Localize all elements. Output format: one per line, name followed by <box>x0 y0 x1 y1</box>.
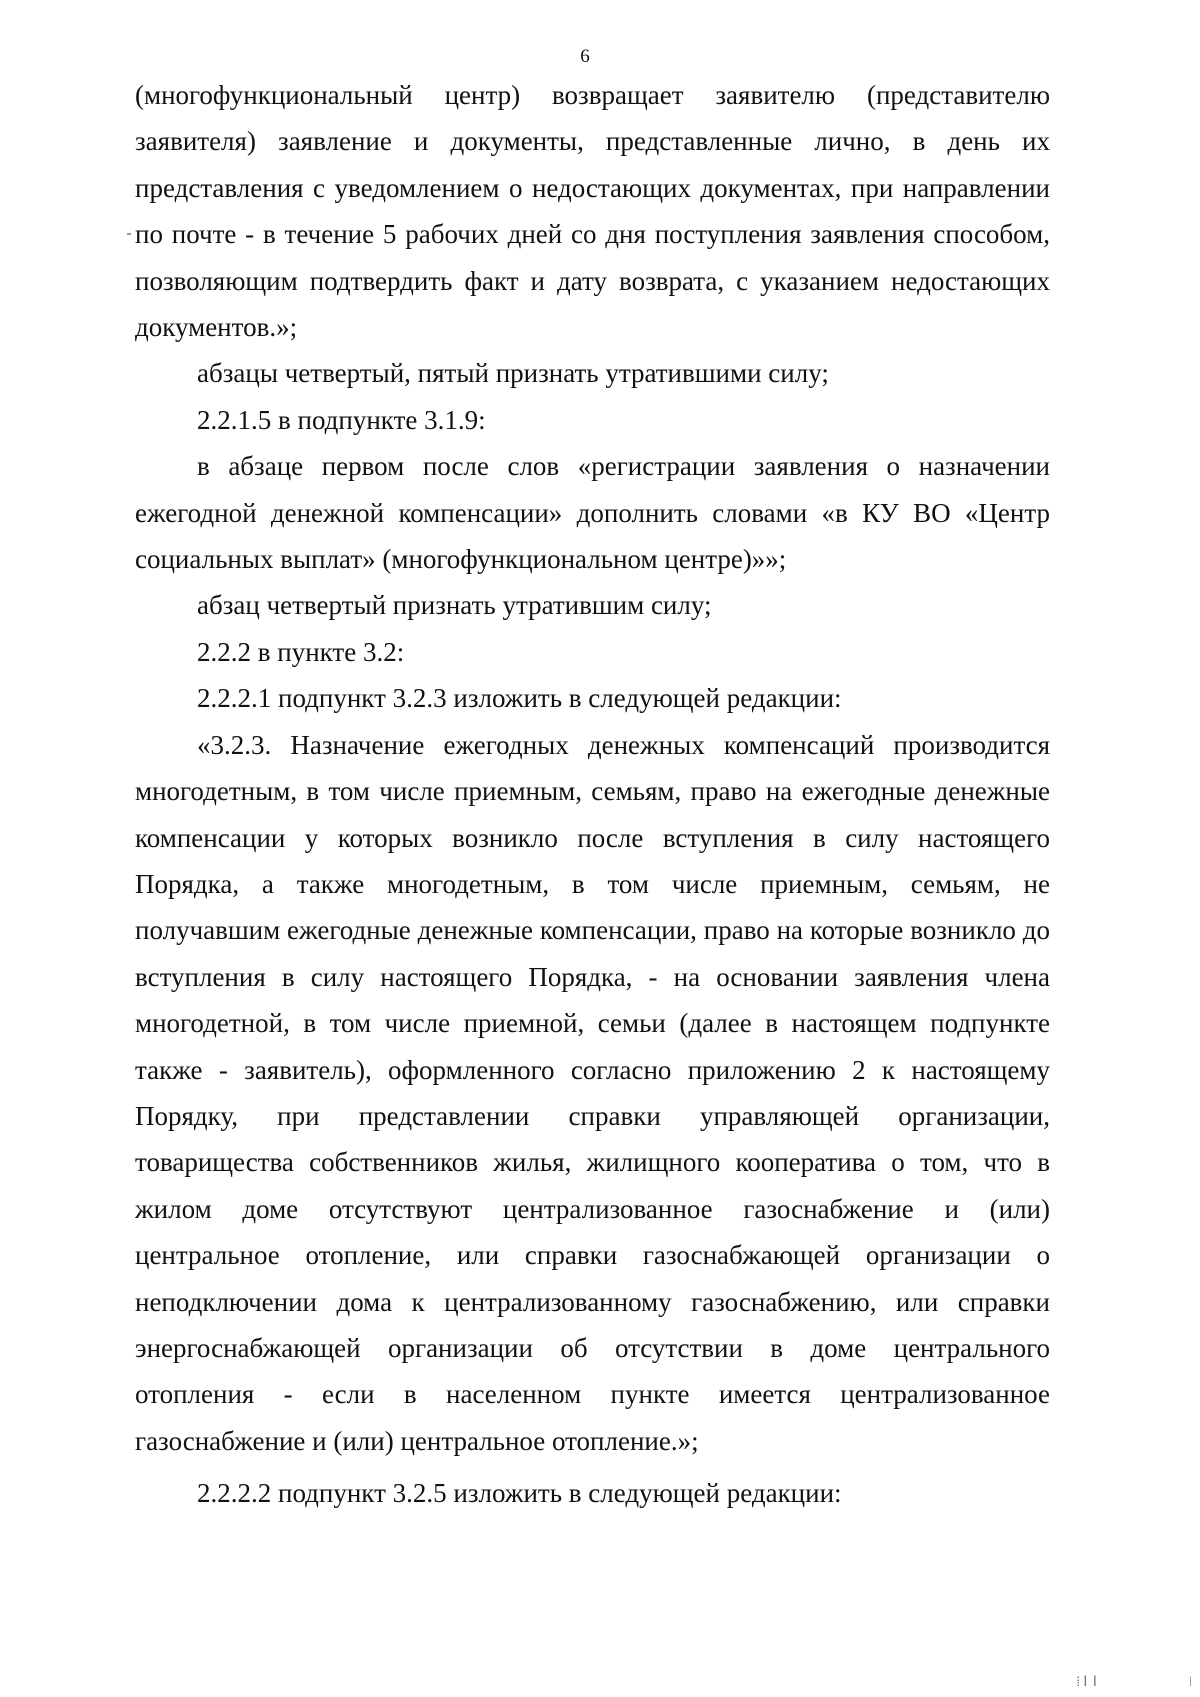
paragraph-3-2-3-text: «3.2.3. Назначение ежегодных денежных компенсаций производится многодетным, в том числе приемным, семьям, право на ежегодные денежные компенсации у которых возникло после вступления в силу настоящего Порядка, а также многодетным, в том числе приемным, семьям, не получавшим ежегодные денежные компенсации, право на которые возникло до вступления в силу настоящего Порядка, - на основании заявления члена многодетной, в том числе приемной, семьи (далее в настоящем подпункте также - заявитель), оформленного согласно приложению 2 к настоящему Порядку, при представлении справки управляющей организации, товарищества собственников жилья, жилищного кооператива о том, что в жилом доме отсутствуют централизованное газоснабжение и (или) центральное отопление, или справки газоснабжающей организации о неподключении дома к централизованному газоснабжению, или справки энергоснабжающей организации об отсутствии в доме центрального отопления - если в населенном пункте имеется централизованное газоснабжение и (или) центральное отопление.»; <box>135 729 1050 1456</box>
scan-speck <box>127 233 131 235</box>
paragraph-2-2-1-5: 2.2.1.5 в подпункте 3.1.9: <box>197 404 486 435</box>
paragraph-abzac-first-amendment: в абзаце первом после слов «регистрации заявления о назначении ежегодной денежной компенсации» дополнить словами «в КУ ВО «Центр социальных выплат» (многофункциональном центре)»»; <box>135 451 1050 575</box>
paragraph-2-2-2-1: 2.2.2.1 подпункт 3.2.3 изложить в следующей редакции: <box>197 683 842 714</box>
page-number: 6 <box>580 46 590 67</box>
paragraph-abzac-fourth-invalid: абзац четвертый признать утратившим силу; <box>197 590 712 621</box>
scan-artifact: ⁞ǀǀ <box>1076 1674 1100 1690</box>
scan-artifact-edge: ǀ <box>1189 1675 1192 1690</box>
paragraph-2-2-2: 2.2.2 в пункте 3.2: <box>197 636 405 667</box>
document-body <box>135 72 1050 1517</box>
paragraph-2-2-2-2: 2.2.2.2 подпункт 3.2.5 изложить в следующей редакции: <box>197 1478 842 1509</box>
paragraph-return-documents: (многофункциональный центр) возвращает заявителю (представителю заявителя) заявление и документы, представленные лично, в день их представления с уведомлением о недостающих документах, при направлении по почте - в течение 5 рабочих дней со дня поступления заявления способом, позволяющим подтвердить факт и дату возврата, с указанием недостающих документов.»; <box>135 80 1050 343</box>
paragraph-abzacy-invalid: абзацы четвертый, пятый признать утратившими силу; <box>197 358 829 389</box>
